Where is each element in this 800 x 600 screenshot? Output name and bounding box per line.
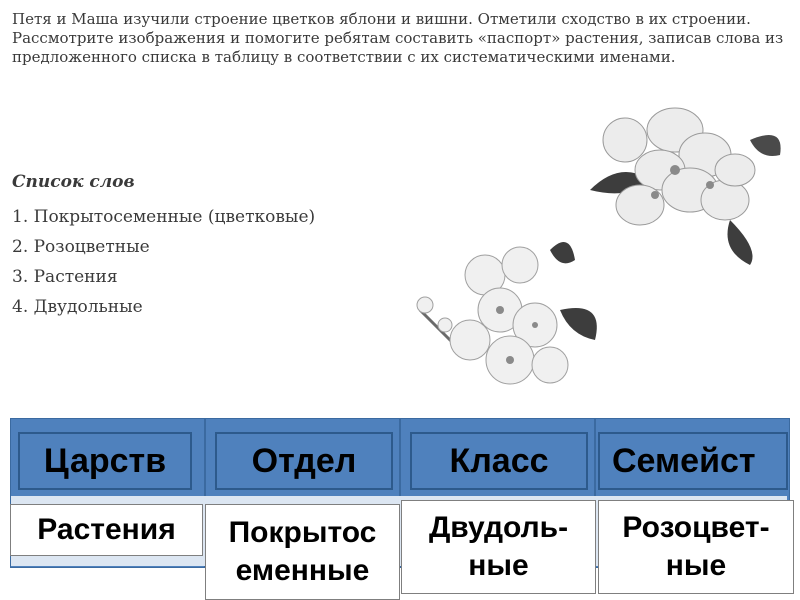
header-kingdom: Царств xyxy=(18,432,192,490)
answer-family[interactable]: Розоцвет- ные xyxy=(598,500,794,594)
header-division: Отдел xyxy=(215,432,393,490)
answer-division[interactable]: Покрытос еменные xyxy=(205,504,400,600)
answer-class[interactable]: Двудоль- ные xyxy=(401,500,596,594)
words-list-title: Список слов xyxy=(12,172,135,192)
header-family: Семейст xyxy=(598,432,788,490)
word-item-2: 2. Розоцветные xyxy=(12,237,150,257)
words-list xyxy=(12,202,315,322)
header-class: Класс xyxy=(410,432,588,490)
intro-line-1: Петя и Маша изучили строение цветков яблони и вишни. Отметили сходство в их строении. xyxy=(12,10,751,28)
word-item-4: 4. Двудольные xyxy=(12,297,143,317)
word-item-1: 1. Покрытосеменные (цветковые) xyxy=(12,207,316,227)
word-item-3: 3. Растения xyxy=(12,267,118,287)
intro-line-2: Рассмотрите изображения и помогите ребятам составить «паспорт» растения, записав слова из предложенного списка в таблицу в соответствии с их систематическими именами. xyxy=(12,29,784,66)
answer-kingdom[interactable]: Растения xyxy=(10,504,203,556)
passport-table xyxy=(0,418,800,600)
apple-blossom-image xyxy=(580,100,790,270)
cherry-blossom-image xyxy=(400,230,610,410)
task-intro xyxy=(12,10,792,67)
